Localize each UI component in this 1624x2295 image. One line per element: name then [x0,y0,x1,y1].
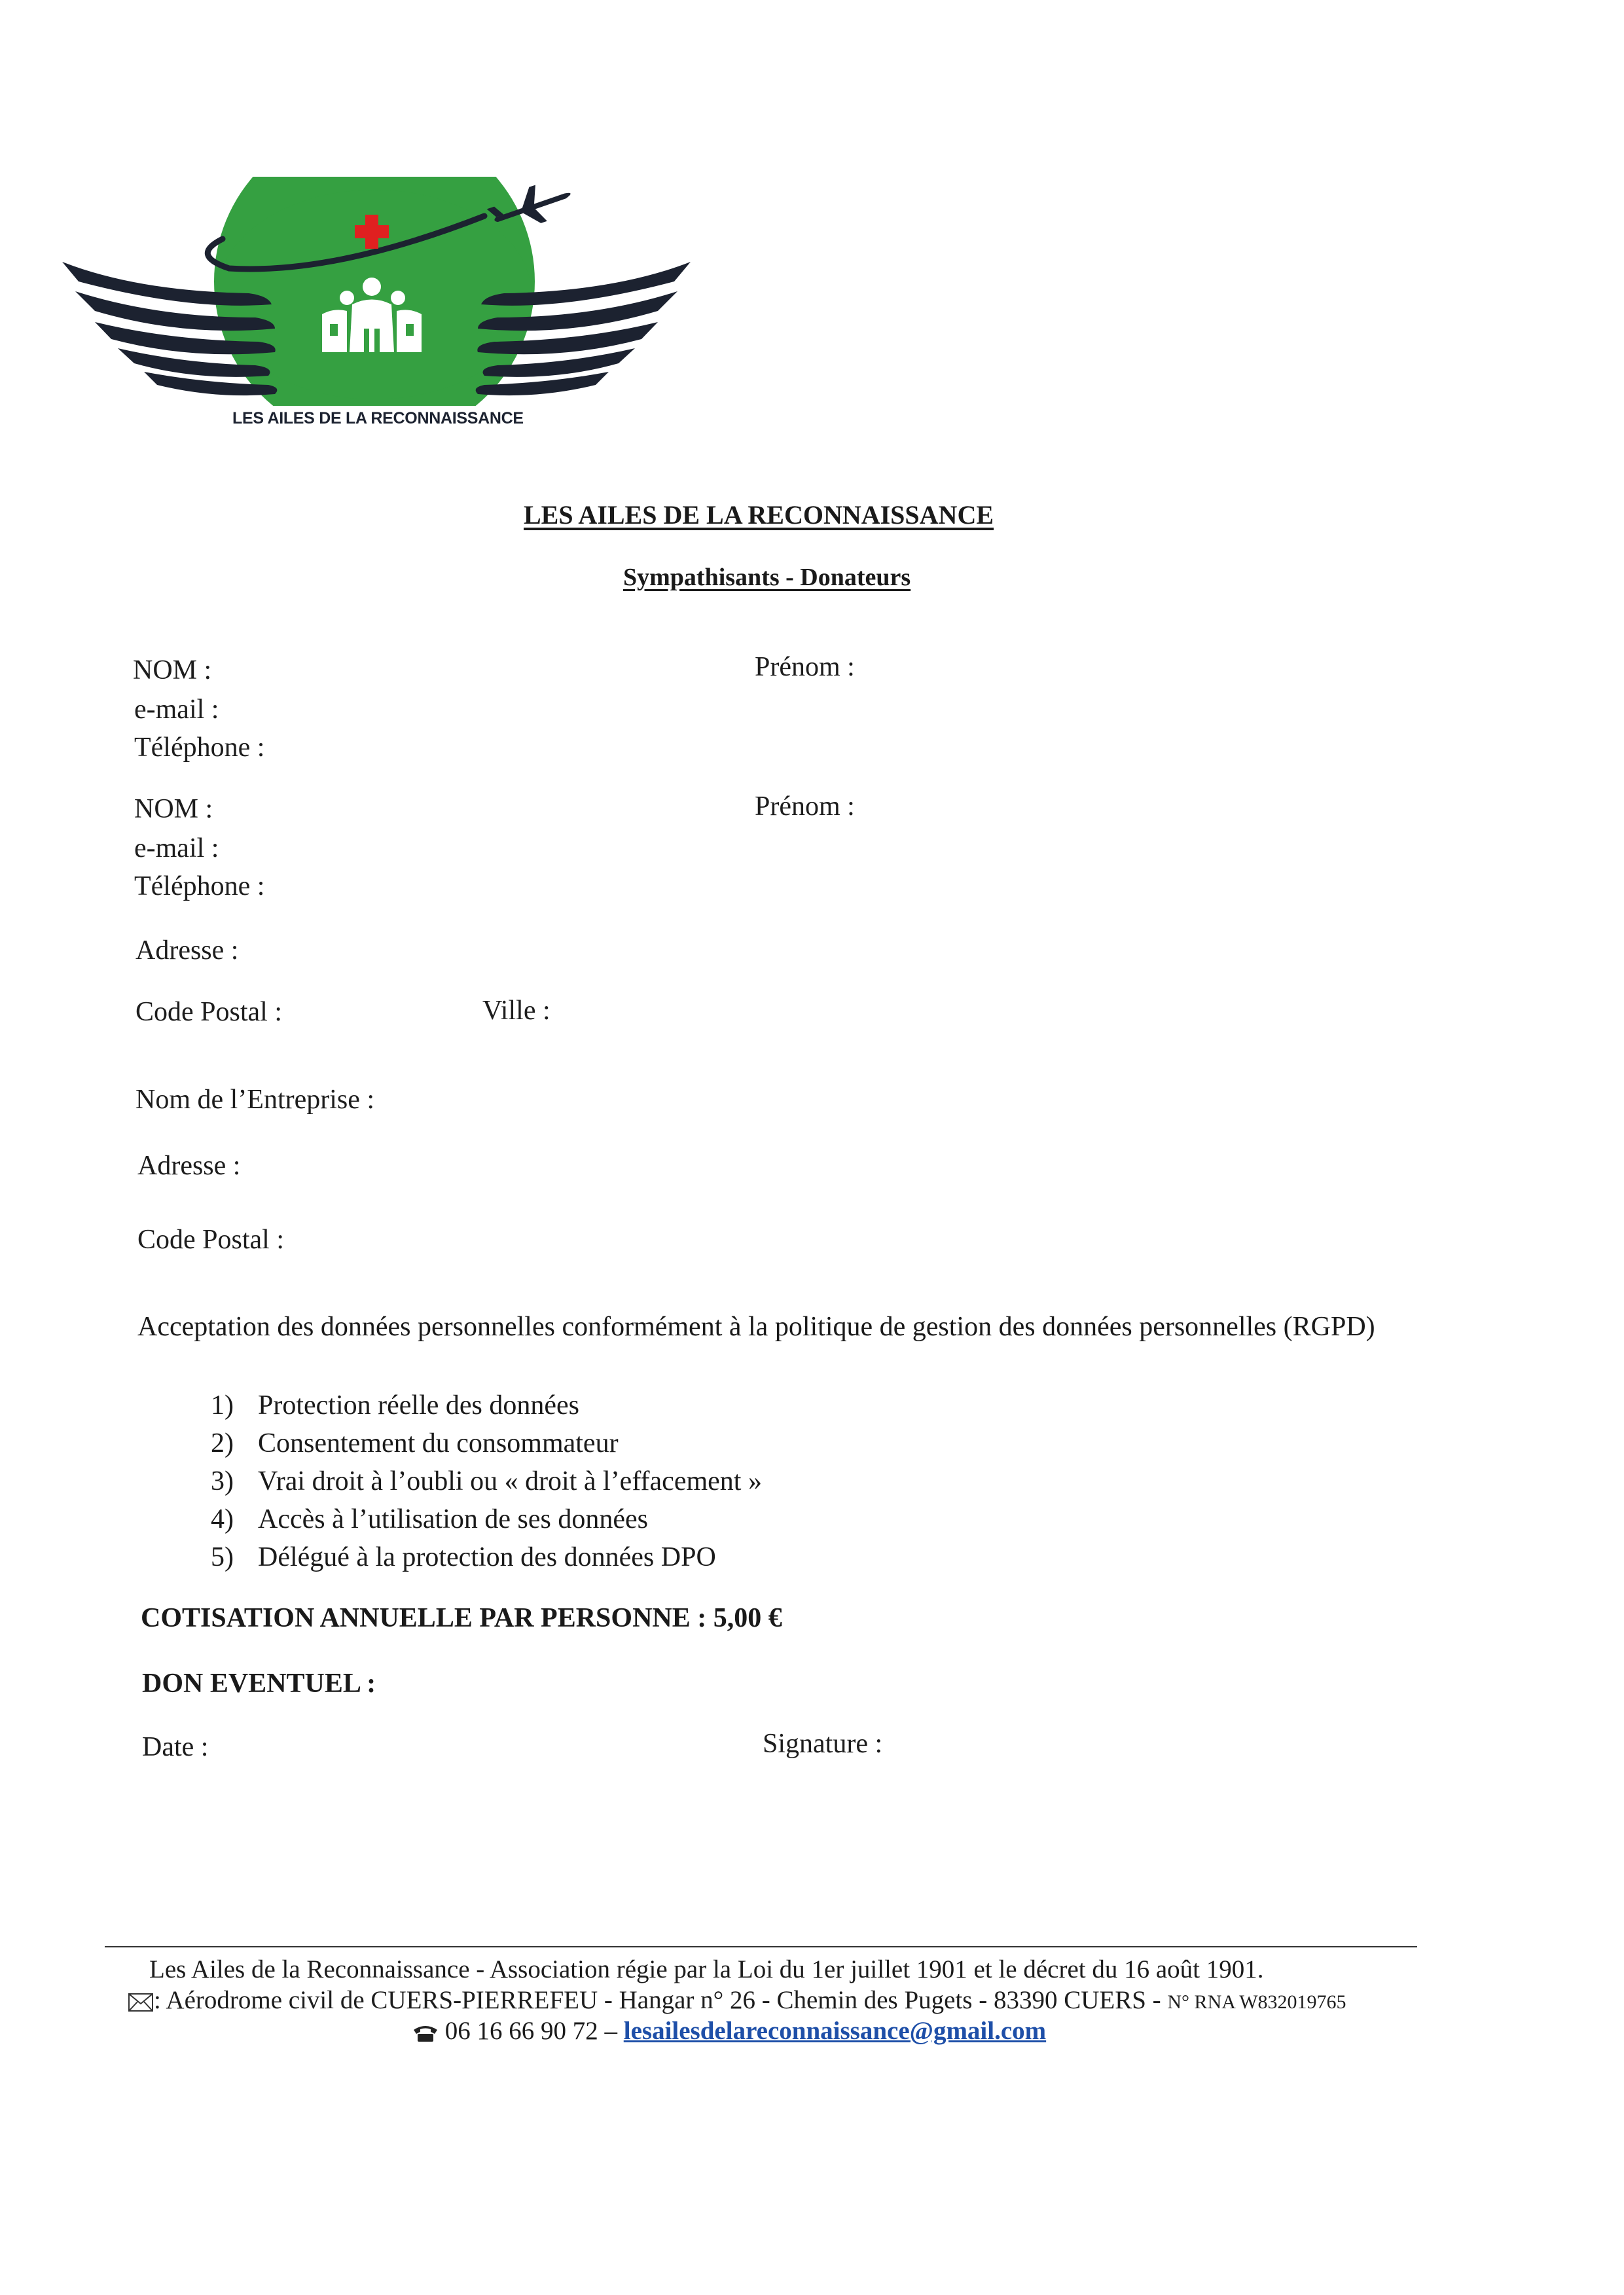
list-item [211,1500,762,1538]
person2-email-label: e-mail : [134,833,219,863]
person1-email-label: e-mail : [134,695,219,725]
list-item [211,1424,762,1462]
cotisation-text: COTISATION ANNUELLE PAR PERSONNE : 5,00 € [141,1603,782,1633]
list-item-text: Vrai droit à l’oubli ou « droit à l’effacement » [258,1466,762,1496]
rgpd-list [211,1386,762,1576]
list-item-number: 1) [211,1390,234,1420]
list-item [211,1386,762,1424]
entreprise-code-postal-label: Code Postal : [137,1225,285,1255]
list-item-number: 5) [211,1542,234,1572]
adresse-label: Adresse : [135,935,239,966]
envelope-icon [128,1993,154,2012]
list-item-number: 3) [211,1466,234,1496]
phone-icon [412,2023,439,2043]
list-item-number: 4) [211,1504,234,1534]
list-item-number: 2) [211,1428,234,1458]
footer-rna: N° RNA W832019765 [1167,1991,1346,2013]
ville-label: Ville : [482,996,550,1026]
footer-phone: 06 16 66 90 72 – [444,2017,624,2045]
list-item-text: Accès à l’utilisation de ses données [258,1504,648,1534]
date-label: Date : [142,1732,209,1762]
person2-nom-label: NOM : [134,794,213,824]
footer-line-2 [128,1985,1346,2015]
footer-line-1: Les Ailes de la Reconnaissance - Association régie par la Loi du 1er juillet 1901 et le décret du 16 août 1901. [149,1955,1264,1983]
person2-prenom-label: Prénom : [755,791,855,822]
rgpd-intro: Acceptation des données personnelles conformément à la politique de gestion des données personnelles (RGPD) [137,1312,1375,1342]
page-subtitle: Sympathisants - Donateurs [623,564,911,591]
entreprise-adresse-label: Adresse : [137,1151,241,1181]
footer-line-3 [412,2016,1046,2046]
list-item-text: Consentement du consommateur [258,1428,619,1458]
logo-emblem-icon [59,177,694,439]
logo-caption: LES AILES DE LA RECONNAISSANCE [232,409,524,427]
footer-email-link[interactable]: lesailesdelareconnaissance@gmail.com [623,2017,1047,2045]
footer-address: : Aérodrome civil de CUERS-PIERREFEU - Hangar n° 26 - Chemin des Pugets - 83390 CUERS - [154,1986,1168,2014]
person1-telephone-label: Téléphone : [134,732,265,763]
person2-telephone-label: Téléphone : [134,871,265,901]
footer-divider [105,1946,1417,1947]
person1-prenom-label: Prénom : [755,652,855,682]
list-item-text: Protection réelle des données [258,1390,579,1420]
list-item [211,1538,762,1576]
list-item-text: Délégué à la protection des données DPO [258,1542,716,1572]
entreprise-nom-label: Nom de l’Entreprise : [135,1085,375,1115]
list-item [211,1462,762,1500]
person1-nom-label: NOM : [133,655,212,685]
code-postal-label: Code Postal : [135,997,283,1027]
signature-label: Signature : [763,1729,883,1759]
don-label: DON EVENTUEL : [142,1669,376,1699]
page-title: LES AILES DE LA RECONNAISSANCE [524,500,994,530]
logo [59,177,694,439]
